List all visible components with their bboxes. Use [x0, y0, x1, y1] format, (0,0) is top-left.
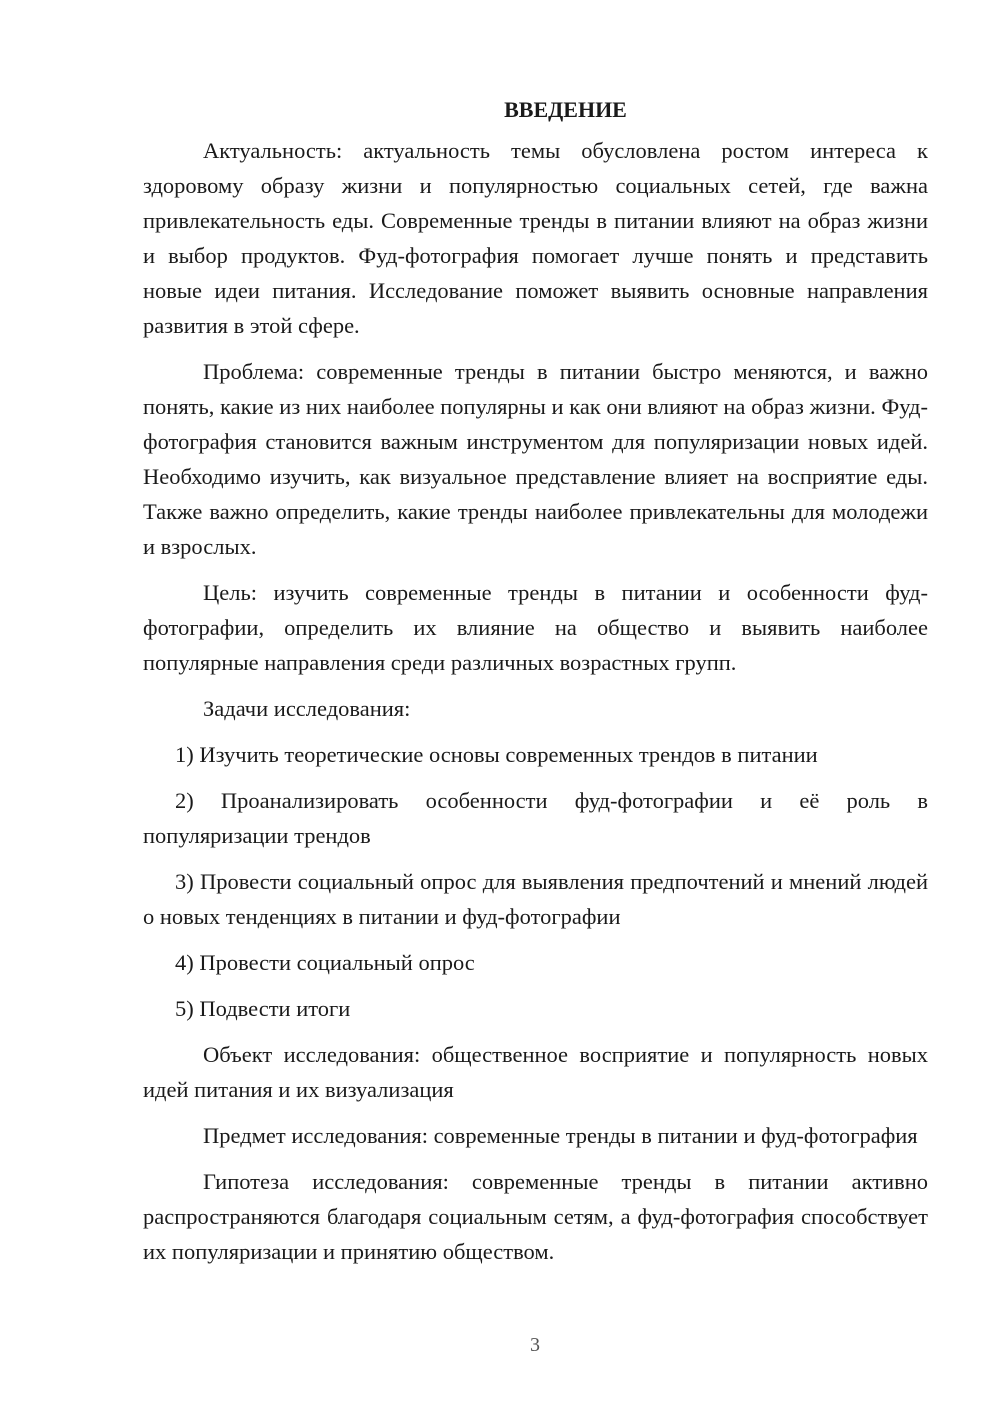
task-item-1: 1) Изучить теоретические основы современных трендов в питании: [175, 742, 818, 767]
subject-paragraph: Предмет исследования: современные тренды в питании и фуд-фотография: [203, 1123, 918, 1148]
page-content: [143, 93, 928, 1280]
object-paragraph: Объект исследования: общественное восприятие и популярность новых идей питания и их визуализация: [143, 1042, 928, 1102]
task-item-5: 5) Подвести итоги: [175, 996, 351, 1021]
page-title: ВВЕДЕНИЕ: [504, 97, 627, 122]
task-item-4: 4) Провести социальный опрос: [175, 950, 475, 975]
task-item-2: 2) Проанализировать особенности фуд-фотографии и её роль в популяризации трендов: [143, 788, 928, 848]
task-item-3: 3) Провести социальный опрос для выявления предпочтений и мнений людей о новых тенденциях в питании и фуд-фотографии: [143, 869, 928, 929]
relevance-paragraph: Актуальность: актуальность темы обусловлена ростом интереса к здоровому образу жизни и популярностью социальных сетей, где важна привлекательность еды. Современные тренды в питании влияют на образ жизни и выбор продуктов. Фуд-фотография помогает лучше понять и представить новые идеи питания. Исследование поможет выявить основные направления развития в этой сфере.: [143, 138, 928, 338]
problem-paragraph: Проблема: современные тренды в питании быстро меняются, и важно понять, какие из них наиболее популярны и как они влияют на образ жизни. Фуд-фотография становится важным инструментом для популяризации новых идей. Необходимо изучить, как визуальное представление влияет на восприятие еды. Также важно определить, какие тренды наиболее привлекательны для молодежи и взрослых.: [143, 359, 928, 559]
hypothesis-paragraph: Гипотеза исследования: современные тренды в питании активно распространяются благодаря социальным сетям, а фуд-фотография способствует их популяризации и принятию обществом.: [143, 1169, 928, 1264]
page-number: 3: [530, 1334, 540, 1356]
goal-paragraph: Цель: изучить современные тренды в питании и особенности фуд-фотографии, определить их влияние на общество и выявить наиболее популярные направления среди различных возрастных групп.: [143, 580, 928, 675]
tasks-heading: Задачи исследования:: [203, 696, 411, 721]
